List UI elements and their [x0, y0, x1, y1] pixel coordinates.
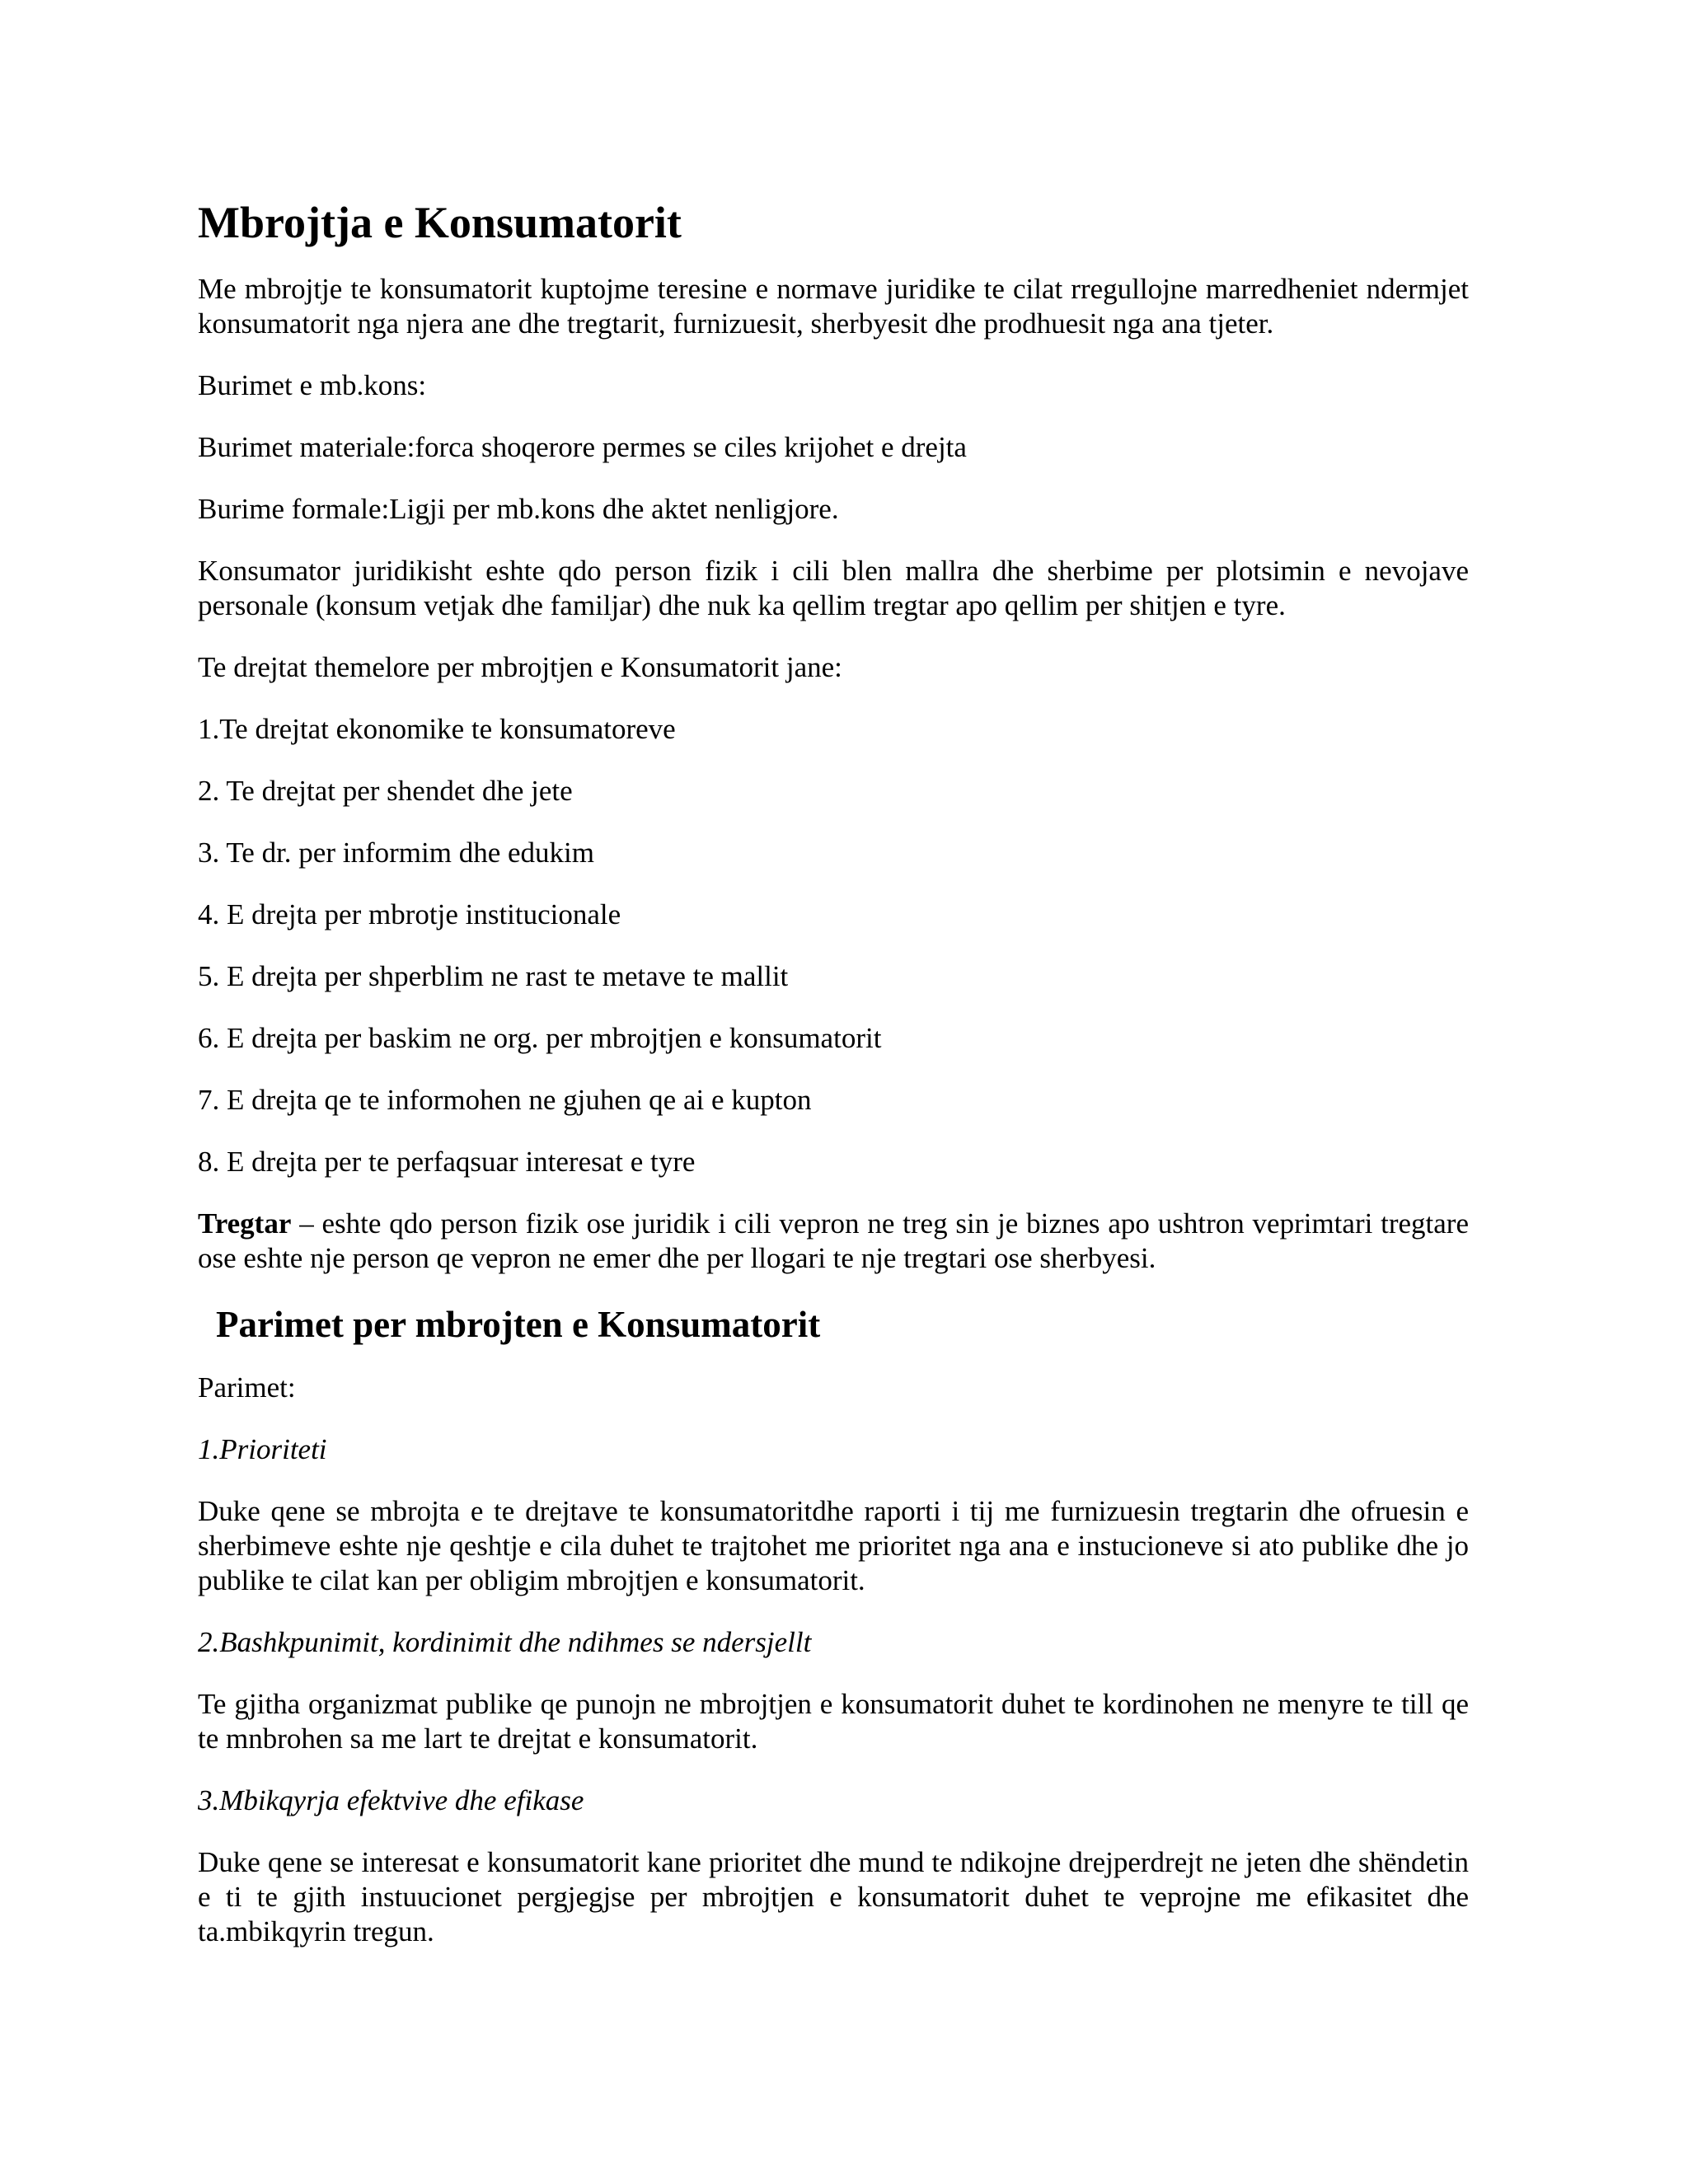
section-title: Parimet per mbrojten e Konsumatorit	[216, 1304, 821, 1345]
rights-list-item: 5. E drejta per shperblim ne rast te metave te mallit	[198, 960, 789, 992]
trader-term: Tregtar	[198, 1207, 292, 1240]
rights-list-item: 6. E drejta per baskim ne org. per mbrojtjen e konsumatorit	[198, 1022, 882, 1054]
trader-definition-paragraph	[198, 1207, 1469, 1276]
rights-list-item: 4. E drejta per mbrotje institucionale	[198, 898, 621, 930]
sources-heading: Burimet e mb.kons:	[198, 369, 427, 401]
principle-text: Duke qene se interesat e konsumatorit kane prioritet dhe mund te ndikojne drejperdrejt ne jeten dhe shëndetin e ti te gjith instuucionet pergjegjse per mbrojtjen e konsumatorit duhet te veprojne me efikasitet dhe ta.mbikqyrin tregun.	[198, 1846, 1469, 1947]
sources-material: Burimet materiale:forca shoqerore permes se ciles krijohet e drejta	[198, 431, 967, 463]
principle-title: 2.Bashkpunimit, kordinimit dhe ndihmes se ndersjellt	[198, 1626, 812, 1658]
rights-list-item: 3. Te dr. per informim dhe edukim	[198, 837, 594, 869]
rights-list-item: 8. E drejta per te perfaqsuar interesat e tyre	[198, 1146, 696, 1178]
intro-paragraph: Me mbrojtje te konsumatorit kuptojme teresine e normave juridike te cilat rregullojne marredheniet ndermjet konsumatorit nga njera ane dhe tregtarit, furnizuesit, sherbyesit dhe prodhuesit nga ana tjeter.	[198, 273, 1469, 340]
trader-definition: – eshte qdo person fizik ose juridik i cili vepron ne treg sin je biznes apo ushtron veprimtari tregtare ose eshte nje person qe vepron ne emer dhe per llogari te nje tregtari ose sherbyesi.	[198, 1207, 1469, 1274]
consumer-definition: Konsumator juridikisht eshte qdo person fizik i cili blen mallra dhe sherbime per plotsimin e nevojave personale (konsum vetjak dhe familjar) dhe nuk ka qellim tregtar apo qellim per shitjen e tyre.	[198, 555, 1469, 621]
rights-list-item: 7. E drejta qe te informohen ne gjuhen qe ai e kupton	[198, 1084, 812, 1116]
principle-title: 1.Prioriteti	[198, 1433, 327, 1465]
sources-formal: Burime formale:Ligji per mb.kons dhe aktet nenligjore.	[198, 493, 839, 525]
principles-heading: Parimet:	[198, 1371, 296, 1404]
principle-title: 3.Mbikqyrja efektvive dhe efikase	[198, 1784, 584, 1816]
rights-heading: Te drejtat themelore per mbrojtjen e Konsumatorit jane:	[198, 651, 842, 683]
rights-list-item: 1.Te drejtat ekonomike te konsumatoreve	[198, 713, 676, 745]
rights-list-item: 2. Te drejtat per shendet dhe jete	[198, 775, 573, 807]
document-title: Mbrojtja e Konsumatorit	[198, 198, 682, 247]
principle-text: Te gjitha organizmat publike qe punojn ne mbrojtjen e konsumatorit duhet te kordinohen ne menyre te till qe te mnbrohen sa me lart te drejtat e konsumatorit.	[198, 1688, 1469, 1755]
principle-text: Duke qene se mbrojta e te drejtave te konsumatoritdhe raporti i tij me furnizuesin tregtarin dhe ofruesin e sherbimeve eshte nje qeshtje e cila duhet te trajtohet me prioritet nga ana e instucioneve si ato publike dhe jo publike te cilat kan per obligim mbrojtjen e konsumatorit.	[198, 1495, 1469, 1596]
document-page	[198, 198, 1469, 1976]
